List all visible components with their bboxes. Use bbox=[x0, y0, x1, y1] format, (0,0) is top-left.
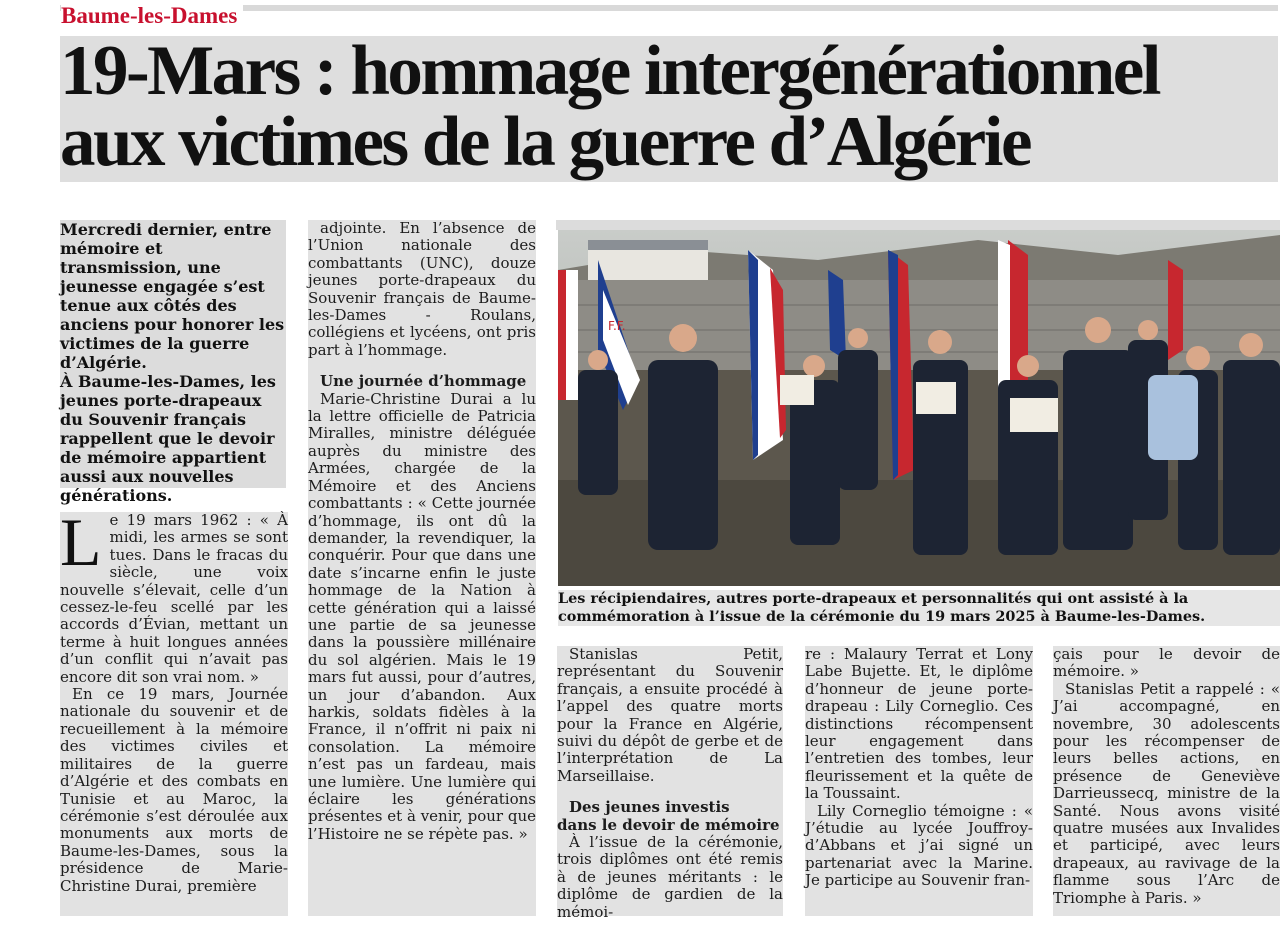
headline: 19-Mars : hommage intergénérationnel aux victimes de la guerre d’Algérie bbox=[60, 32, 1159, 181]
column-4 bbox=[805, 646, 1033, 916]
col3-para-2: À l’issue de la cérémonie, trois diplômes ont été remis à de jeunes méritants : le diplôme de gardien de la mémoi- bbox=[557, 833, 783, 921]
lead-text: Mercredi dernier, entre mémoire et transmission, une jeunesse engagée s’est tenue aux côtés des anciens pour honorer les victimes de la guerre d’Algérie. À Baume-les-Dames, les jeunes porte-drapeaux du Souvenir français rappellent que le devoir de mémoire appartient aussi aux nouvelles générations. bbox=[60, 220, 285, 505]
col5-para-2: Stanislas Petit a rappelé : « J’ai accompagné, en novembre, 30 adolescents pour les récompenser de leurs belles actions, en présence de Geneviève Darrieussecq, ministre de la Santé. Nous avons visité quatre musées aux Invalides et participé, avec leurs drapeaux, au ravivage de la flamme sous l’Arc de Triomphe à Paris. » bbox=[1053, 679, 1280, 907]
column-5 bbox=[1053, 646, 1280, 916]
col1-para-1-text: e 19 mars 1962 : « À midi, les armes se sont tues. Dans le fracas du siècle, une voix nouvelle s’élevait, celle d’un cessez-le-feu scellé par les accords d’Évian, mettant un terme à huit longues années d’un conflit qui n’avait pas encore dit son vrai nom. » bbox=[60, 511, 288, 686]
col1-para-1 bbox=[60, 504, 288, 686]
section-kicker: Baume-les-Dames bbox=[61, 3, 243, 29]
column-3 bbox=[557, 645, 783, 921]
caption-text: Les récipiendaires, autres porte-drapeaux et personnalités qui ont assisté à la commémoration à l’issue de la cérémonie du 19 mars 2025 à Baume-les-Dames. bbox=[558, 590, 1206, 625]
column-1 bbox=[60, 504, 288, 916]
ceremony-photo-illustration bbox=[558, 230, 1280, 586]
col2-para-2: Marie-Christine Durai a lu la lettre officielle de Patricia Miralles, ministre déléguée auprès du ministre des Armées, chargée de la Mémoire et des Anciens combattants : « Cette journée d’hommage, ils ont dû la demander, la revendiquer, la conquérir. Pour que dans une date s’incarne enfin le juste hommage de la Nation à cette génération qui a laissé une partie de sa jeunesse dans la poussière millénaire du sol algérien. Mais le 19 mars fut aussi, pour d’autres, un jour d’abandon. Aux harkis, soldats fidèles à la France, il n’offrit ni paix ni consolation. La mémoire n’est pas un fardeau, mais une lumière. Une lumière qui éclaire les générations présentes et à venir, pour que l’Histoire ne se répète pas. » bbox=[308, 389, 536, 843]
ceremony-photo bbox=[558, 230, 1280, 586]
drop-cap: L bbox=[60, 504, 102, 580]
col2-subhead: Une journée d’hommage bbox=[320, 372, 527, 391]
col3-subhead: Des jeunes investis dans le devoir de mémoire bbox=[557, 798, 780, 834]
col5-para-1: çais pour le devoir de mémoire. » bbox=[1053, 645, 1280, 681]
flag-text: F.F. bbox=[608, 319, 626, 333]
col2-para-1: adjointe. En l’absence de l’Union nationale des combattants (UNC), douze jeunes porte-drapeaux du Souvenir français de Baume-les-Dames - Roulans, collégiens et lycéens, ont pris part à l’hommage. bbox=[308, 219, 536, 359]
col1-para-2: En ce 19 mars, Journée nationale du souvenir et de recueillement à la mémoire des victimes civiles et militaires de la guerre d’Algérie et des combats en Tunisie et au Maroc, la cérémonie s’est déroulée aux monuments aux morts de Baume-les-Dames, sous la présidence de Marie-Christine Durai, première bbox=[60, 685, 288, 895]
col4-para-1: re : Malaury Terrat et Lony Labe Bujette. Et, le diplôme d’honneur de jeune porte-drapeau : Lily Corneglio. Ces distinctions récompensent leur engagement dans l’entretien des tombes, leur fleurissement et la quête de la Toussaint. bbox=[805, 645, 1033, 803]
col4-para-2: Lily Corneglio témoigne : « J’étudie au lycée Jouffroy-d’Abbans et j’ai signé un partenariat avec la Marine. Je participe au Souvenir fran- bbox=[805, 801, 1033, 890]
col3-para-1: Stanislas Petit, représentant du Souvenir français, a ensuite procédé à l’appel des quatre morts pour la France en Algérie, suivi du dépôt de gerbe et de l’interprétation de La Marseillaise. bbox=[557, 645, 783, 785]
photo-caption bbox=[558, 590, 1280, 626]
lead-paragraph bbox=[60, 220, 286, 505]
column-2 bbox=[308, 220, 536, 916]
photo-frame bbox=[556, 220, 1280, 230]
